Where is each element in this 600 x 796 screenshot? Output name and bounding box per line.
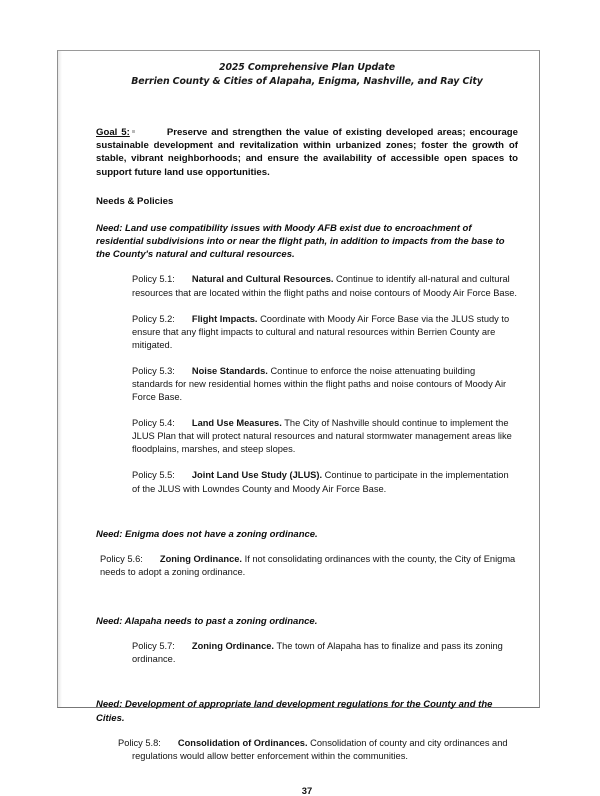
scan-speck-artifact	[132, 130, 135, 133]
need-statement: Need: Alapaha needs to past a zoning ordinance.	[96, 616, 318, 628]
policy-body: The City of Nashville should continue to implement the JLUS Plan that will protect natural resources and natural stormwater management areas like floodplains, marshes, and steep slopes.	[132, 418, 512, 455]
policy-body: Coordinate with Moody Air Force Base via the JLUS study to ensure that any flight impacts to cultural and natural resources within Berrien County are mitigated.	[132, 313, 510, 350]
need-statement: Need: Enigma does not have a zoning ordinance.	[96, 528, 318, 540]
policy-body: Continue to participate in the implementation of the JLUS with Lowndes County and Moody Air Force Base.	[132, 470, 509, 494]
policy-item	[132, 640, 518, 666]
policy-body: Consolidation of county and city ordinances and regulations would allow better enforcement within the communities.	[132, 737, 508, 761]
policy-body: The town of Alapaha has to finalize and pass its zoning ordinance.	[132, 641, 503, 665]
policy-body: Continue to enforce the noise attenuating building standards for new residential homes within the flight paths and noise contours of Moody Air Force Base.	[132, 365, 507, 403]
policy-item	[100, 553, 518, 579]
policy-title: Natural and Cultural Resources.	[191, 274, 334, 285]
policy-number: Policy 5.6:	[100, 553, 143, 564]
scanned-page-sheet	[57, 50, 540, 796]
policy-item	[132, 273, 518, 299]
policy-title: Zoning Ordinance.	[159, 553, 243, 564]
scan-gutter-shadow	[58, 51, 62, 707]
goal-label: Goal 5:	[96, 127, 130, 138]
policy-item	[118, 737, 518, 763]
policy-number: Policy 5.2:	[132, 313, 175, 324]
policy-body: Continue to identify all-natural and cultural resources that are located within the flight paths and noise contours of Moody Air Force Base.	[132, 274, 517, 298]
need-statement: Need: Land use compatibility issues with Moody AFB exist due to encroachment of residential subdivisions into or near the flight path, in addition to impacts from the base to the County's natural and cultural resources.	[96, 222, 505, 261]
page-number: 37	[301, 785, 313, 796]
policy-number: Policy 5.4:	[132, 418, 175, 429]
goal-text: Preserve and strengthen the value of existing developed areas; encourage sustainable development and revitalization within urbanized zones; foster the growth of stable, vibrant neighborhoods; and ensure the availability of accessible open spaces to support future land use opportunities.	[96, 127, 518, 178]
policy-item	[132, 469, 518, 495]
policy-title: Zoning Ordinance.	[191, 641, 275, 652]
policy-title: Flight Impacts.	[191, 313, 258, 324]
policy-item	[132, 313, 518, 352]
policy-item	[132, 417, 518, 456]
policy-title: Land Use Measures.	[191, 418, 282, 429]
policy-number: Policy 5.1:	[132, 274, 175, 285]
policy-number: Policy 5.5:	[132, 470, 175, 481]
policy-body: If not consolidating ordinances with the county, the City of Enigma needs to adopt a zoning ordinance.	[100, 553, 516, 577]
policy-title: Joint Land Use Study (JLUS).	[191, 470, 323, 481]
policy-number: Policy 5.3:	[132, 365, 175, 376]
policy-number: Policy 5.7:	[132, 641, 175, 652]
policy-title: Consolidation of Ordinances.	[177, 737, 308, 748]
document-header	[96, 61, 518, 88]
policy-title: Noise Standards.	[191, 365, 268, 376]
policy-item	[132, 365, 518, 404]
header-title-line: 2025 Comprehensive Plan Update	[219, 62, 395, 73]
document-content	[96, 61, 518, 796]
policy-number: Policy 5.8:	[118, 737, 161, 748]
need-statement: Need: Development of appropriate land development regulations for the County and the Cities.	[96, 699, 493, 724]
needs-policies-heading: Needs & Policies	[96, 195, 174, 207]
header-subtitle-line: Berrien County & Cities of Alapaha, Enigma, Nashville, and Ray City	[131, 75, 483, 87]
goal-paragraph	[96, 126, 518, 179]
